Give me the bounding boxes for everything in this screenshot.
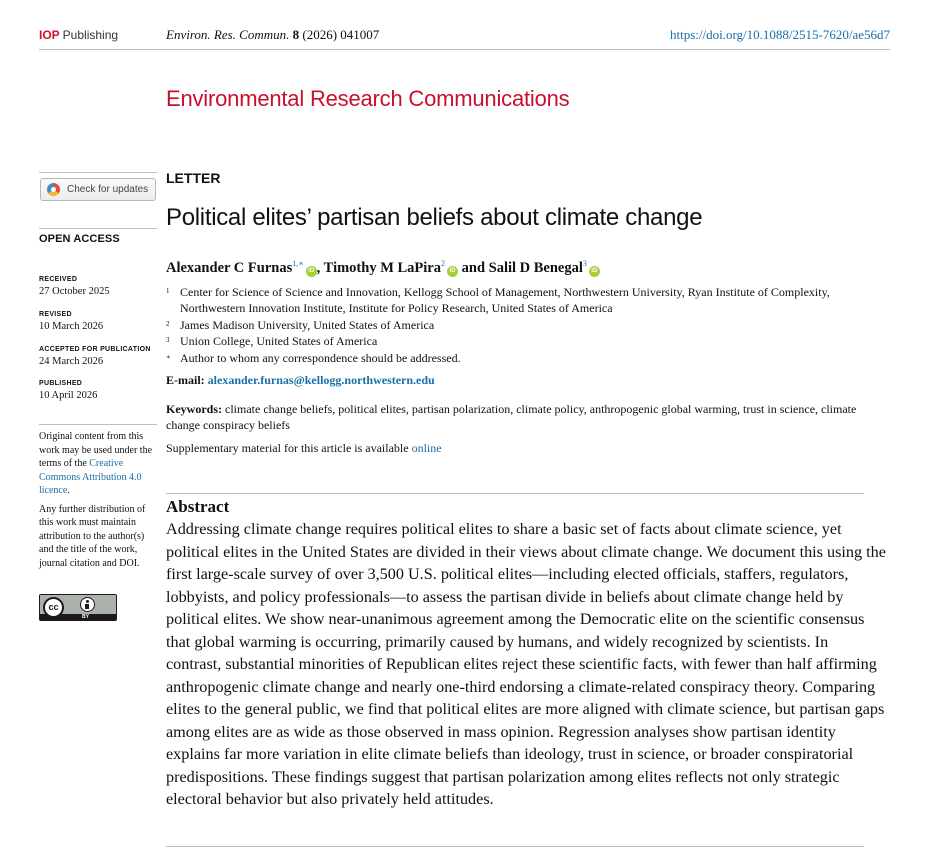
email-link[interactable]: alexander.furnas@kellogg.northwestern.edu: [207, 373, 435, 387]
author-separator: and: [458, 260, 489, 276]
abstract-body: Addressing climate change requires political elites to share a basic set of facts about climate science, yet political elites in the United States are divided in their views about climate change. We document this using the first large-scale survey of over 3,500 U.S. political elites—including elected officials, staffers, regulators, lobbyists, and policy professionals—to assess the partisan divide in beliefs about climate change held by political elites. We show near-unanimous agreement among the Democratic elite on the scientific consensus that global warming is occurring, primarily caused by humans, and widely recognized by scientists. In contrast, substantial minorities of Republican elites reject these scientific facts, with fewer than half affirming anthropogenic climate change and nearly one-third endorsing a climate-related conspiracy theory. Comparing elites to the general public, we find that political elites are more aligned with climate science, but partisan gaps among elites are as wide as those observed in mass opinion. Regression analyses show partisan identity explains far more variation in elite climate beliefs than ideology, trust in science, or broader conspiratorial predispositions. These findings suggest that partisan polarization among elites reflects not only strategic electoral behavior but also privately held attitudes.: [166, 520, 886, 808]
affiliation-text: James Madison University, United States of America: [180, 318, 435, 332]
author-separator: ,: [316, 260, 324, 276]
publisher-brand: IOP: [39, 28, 60, 42]
keywords-label: Keywords:: [166, 402, 222, 416]
supplementary-note: [166, 441, 442, 456]
affiliation-number: ∗: [166, 353, 171, 361]
cc-license-link[interactable]: Creative Commons Attribution 4.0 licence: [39, 458, 142, 496]
received-label: RECEIVED: [39, 276, 78, 283]
sidebar-divider: [39, 172, 157, 173]
author-affil-ref[interactable]: 2: [441, 259, 445, 268]
article-title: Political elites’ partisan beliefs about climate change: [166, 204, 703, 231]
affiliation-number: 3: [166, 336, 170, 344]
affiliation-item: [166, 333, 896, 349]
supplementary-text: Supplementary material for this article is available: [166, 441, 412, 455]
sidebar-divider: [39, 228, 157, 229]
keywords: [166, 401, 886, 433]
license-paragraph: [39, 430, 159, 498]
license-text: Original content from this work may be used under the terms of the: [39, 431, 153, 469]
keywords-text: climate change beliefs, political elites, partisan polarization, climate policy, anthropogenic global warming, trust in science, climate change conspiracy beliefs: [166, 402, 857, 432]
check-updates-label: Check for updates: [67, 184, 149, 195]
author-name[interactable]: Timothy M LaPira: [323, 260, 441, 276]
published-date: 10 April 2026: [39, 390, 98, 401]
author-name[interactable]: Salil D Benegal: [488, 260, 583, 276]
volume: 8: [292, 27, 300, 42]
license-text-end: .: [67, 485, 70, 496]
orcid-icon[interactable]: iD: [447, 266, 458, 277]
affiliation-item: [166, 350, 896, 366]
affiliation-item: [166, 284, 896, 316]
orcid-icon[interactable]: iD: [306, 266, 317, 277]
publisher-text: Publishing: [62, 28, 119, 42]
revised-label: REVISED: [39, 311, 72, 318]
affiliation-number: 1: [166, 287, 170, 295]
cc-by-badge[interactable]: [39, 594, 117, 621]
received-date: 27 October 2025: [39, 286, 110, 297]
affiliation-number: 2: [166, 320, 170, 328]
check-for-updates-button[interactable]: [40, 178, 156, 201]
affiliation-text: Center for Science of Science and Innovation, Kellogg School of Management, Northwestern University, Ryan Institute of Complexity, Northwestern Innovation Institute, Institute for Policy Research, United States of America: [180, 285, 830, 315]
cc-icon: cc: [43, 597, 64, 618]
author-list: [166, 259, 600, 277]
author-name[interactable]: Alexander C Furnas: [166, 260, 293, 276]
article-type: LETTER: [166, 170, 221, 186]
attribution-icon: [80, 597, 95, 612]
year-article: (2026) 041007: [302, 27, 380, 42]
author-affil-ref[interactable]: 1,∗: [292, 259, 304, 268]
orcid-icon[interactable]: iD: [589, 266, 600, 277]
open-access-label: OPEN ACCESS: [39, 233, 120, 245]
license-distribution-paragraph: Any further distribution of this work must maintain attribution to the author(s) and the title of the work, journal citation and DOI.: [39, 503, 146, 569]
published-label: PUBLISHED: [39, 380, 83, 387]
journal-abbrev: Environ. Res. Commun.: [166, 27, 290, 42]
journal-name[interactable]: Environmental Research Communications: [166, 86, 570, 111]
publisher-logo[interactable]: [39, 28, 118, 42]
abstract-bottom-rule: [166, 846, 864, 847]
accepted-date: 24 March 2026: [39, 356, 104, 367]
revised-date: 10 March 2026: [39, 321, 104, 332]
affiliation-text: Union College, United States of America: [180, 334, 378, 348]
affiliation-text: Author to whom any correspondence should be addressed.: [180, 351, 461, 365]
email-line: [166, 373, 435, 388]
page-header: [39, 26, 890, 50]
cc-by-text: BY: [82, 614, 89, 620]
crossmark-icon: [47, 183, 60, 196]
affiliation-item: [166, 317, 896, 333]
doi-link[interactable]: https://doi.org/10.1088/2515-7620/ae56d7: [669, 27, 890, 42]
license-notice: [39, 430, 159, 575]
abstract-heading: Abstract: [166, 497, 230, 516]
supplementary-link[interactable]: online: [411, 441, 442, 455]
abstract-top-rule: [166, 493, 864, 494]
sidebar-divider: [39, 424, 157, 425]
citation: [166, 27, 379, 43]
accepted-label: ACCEPTED FOR PUBLICATION: [39, 346, 151, 353]
email-label: E-mail:: [166, 373, 205, 387]
author-affil-ref[interactable]: 3: [582, 259, 587, 268]
